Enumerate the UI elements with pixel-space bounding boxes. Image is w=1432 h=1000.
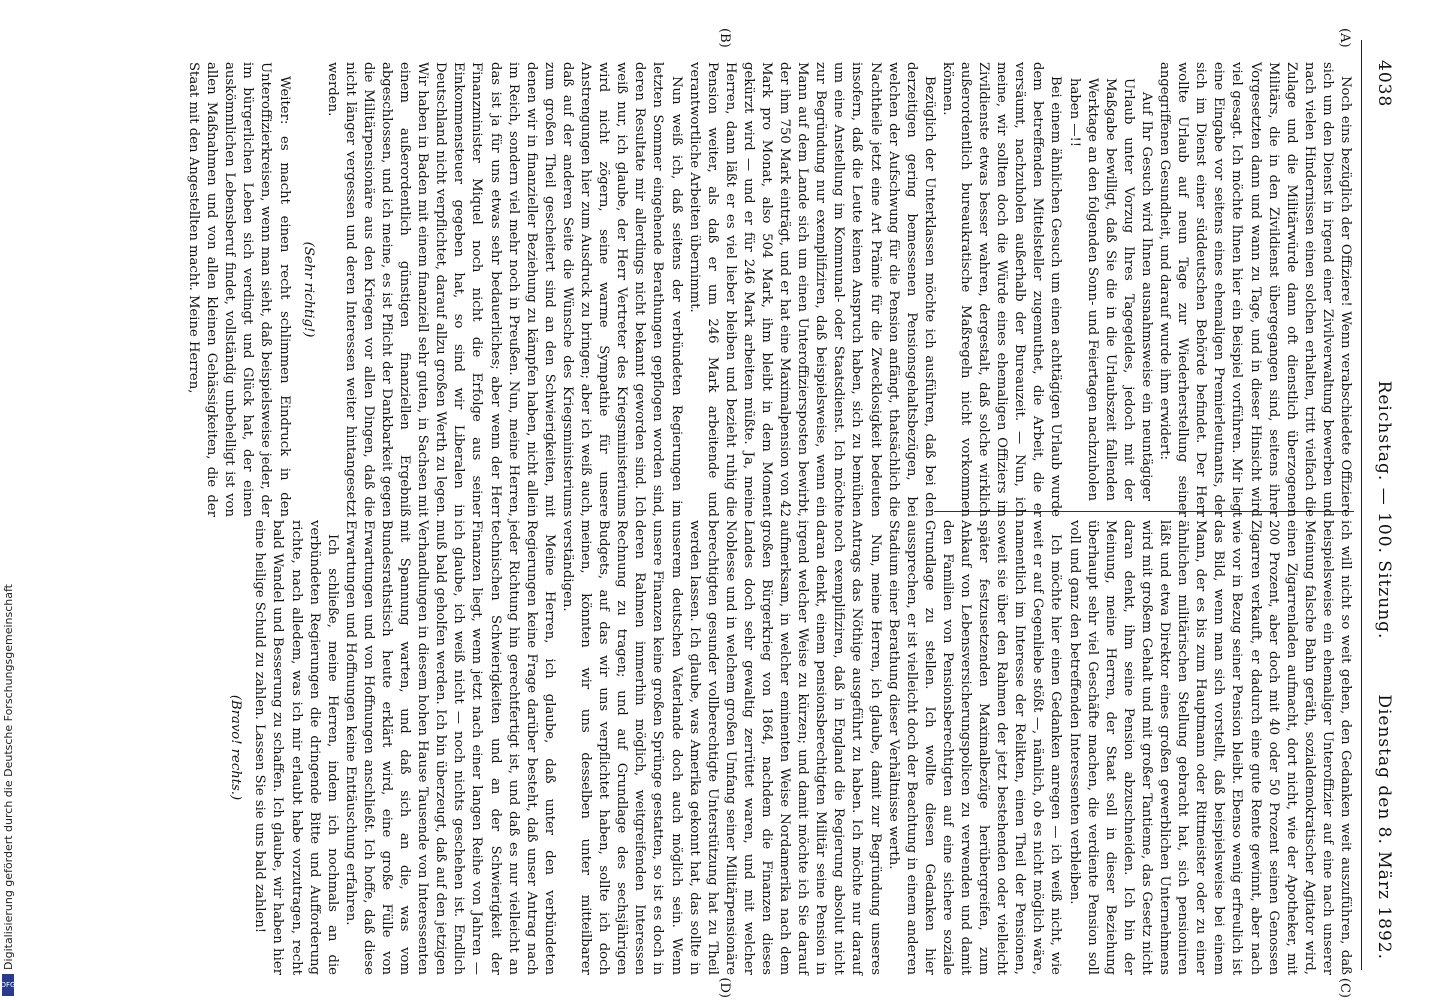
paragraph: Meine Herren, ich glaube, daß unter den verbündeten Regierungen keine Frage darüber besteht, daß unser Antrag nach jeder Richtung hin gerechtfertigt ist, und daß es nur vielleicht an technischen Schwierigkeiten und an der Schwierigkeit der Finanzen liegt, wenn jetzt nach einer langen Reihe von Jahren — ich glaube, ich weiß nicht — noch nichts geschehen ist. Endlich muß bald geholfen werden. Ich bin überzeugt, daß auf den jetzigen Verhandlungen in diesem hohen Hause Tausende von Interessenten mit Spannung warten, und daß sich an die, was vom Bundesrathstisch heute erklärt wird, eine große Fülle von Erwartungen und von Hoffnungen anschließt. Ich hoffe, daß diese Erwartungen und Hoffnungen keine Enttäuschung erfahren. <box>342 520 557 975</box>
margin-mark-d: (D) <box>717 977 732 998</box>
interjection: (Sehr richtig!) <box>300 241 316 338</box>
header-rule <box>1361 40 1362 970</box>
paragraph: Bezüglich der Unterklassen möchte ich ausführen, daß bei den derzeitigen gering bemessenen Pensionsgehaltsbezügen, bei welchen der Aufschwung für die Pension anfängt, thatsächlich die Nachtheile jetzt eine Art Prämie für die Zwecklosigkeit bedeuten insofern, daß die Leute keinen Anspruch haben, sich zu bemühen um eine Anstellung im Kommunal- oder Staatsdienst. Ich möchte zur Begründung nur exemplifiziren, daß beispielsweise, wenn ein Mann auf dem Lande sich um einen Unteroffiziersposten bewirbt, der ihm 750 Mark einträgt, und er hat eine Maximalpension von 42 Mark pro Monat, also 504 Mark, ihm bleibt in dem Moment gekürzt wird — und er für 246 Mark arbeiten müßte. Ja, meine Herren, dann läßt er es viel lieber bleiben und bezieht ruhig die Pension weiter, als daß er um 246 Mark arbeitende und verantwortliche Arbeiten übernimmt. <box>686 62 937 517</box>
right-column <box>220 520 1354 975</box>
digitization-credit: Digitalisierung gefördert durch die Deutsche Forschungsgemeinschaft <box>2 584 15 970</box>
paragraph: Weiter: es macht einen recht schlimmen Eindruck in den Unteroffizierkreisen, wenn man sieht, daß beispielsweise jeder, der im bürgerlichen Leben sich verdingt und Glück hat, der einen auskömmlichen Lebensberuf findet, vollständig unbehelligt ist von allen Maßnahmen und von allen kleinen Gehässigkeiten, die der Staat mit den Angestellten macht. Meine Herren, <box>186 62 292 517</box>
paragraph: Noch eins bezüglich der Offiziere! Wenn verabschiedete Offiziere sich um den Dienst in irgend einer Zivilverwaltung bewerben und nach vielen Hindernissen einen solchen erhalten, tritt vielfach die Zulage und die Militärwürde dann oft dienstlich überzogenen Militärs, die in den Zivildienst übergegangen sind, seitens ihrer Vorgesetzten dann und wann zu Tage, und in dieser Hinsicht wird viel gesagt. Ich möchte Ihnen hier ein Beispiel vorführen. Mir liegt eine Eingabe vor seitens eines ehemaligen Premierleutnants, der sich im Dienst einer süddeutschen Behörde befindet. Der Herr wollte Urlaub auf neun Tage zur Wiederherstellung seiner angegriffenen Gesundheit, und darauf wurde ihm erwidert: <box>1157 62 1353 517</box>
left-column <box>184 62 1354 517</box>
margin-mark-c: (C) <box>1337 977 1352 998</box>
quoted-reply: Auf Ihr Gesuch wird Ihnen ausnahmsweise ein neuntägiger Urlaub unter Vorzug Ihres Tagegeldes, jedoch mit der Maßgabe bewilligt, daß Sie die in die Urlaubszeit fallenden Werktage an den folgenden Sonn- und Feiertagen nachzuholen haben —!! <box>1066 78 1154 501</box>
page-title: Reichstag. — 100. Sitzung. <box>1374 380 1394 640</box>
interjection: (Bravo! rechts.) <box>228 694 244 801</box>
session-date: Dienstag den 8. März 1892. <box>1374 694 1394 960</box>
paragraph: ich will nicht so weit gehen, den Gedanken weit auszuführen, daß beispielsweise ein ehemaliger Unteroffizier auf eine nach unserer Meinung falsche Bahn geräth, sozialdemokratischer Agitator wird, einen Zigarrenladen aufmacht, dort nicht, wie der Apotheker, mit 200 Prozent, aber doch mit 40 oder 50 Prozent seinen Genossen Zigarren verkauft, er dadurch eine gute Rente gewinnt, aber nach wie vor in Bezug seiner Pension bleibt. Ebenso wenig erfreulich ist das Bild, wenn man sich vorstellt, daß beispielsweise bei einem Mann, der es bis zum Hauptmann oder Rittmeister oder zu einer ähnlichen militärischen Stellung gebracht hat, sich pensioniren läßt und etwa Direktor eines großen gewerblichen Unternehmens wird mit großem Gehalt und mit großer Tantieme, das Gesetz nicht daran denkt, ihm seine Pension abzuschneiden. Ich bin der Meinung, meine Herren, der Staat soll in dieser Beziehung überhaupt sehr viel Geschäfte machen, die verdiente Pension soll voll und ganz den betreffenden Interessenten verbleiben. <box>1066 520 1353 975</box>
paragraph: Bei einem ähnlichen Gesuch um einen achttägigen Urlaub wurde dem betreffenden Mittelsteller zugemuthet, die Arbeit, die er versäumt, nachzuholen außerhalb der Bureauzeit. — Nun, ich meine, wir sollten doch die Würde eines ehemaligen Offiziers im Zivildienste etwas besser wahren, dergestalt, daß solche wirklich außerordentlich bureaukratische Maßregeln nicht vorkommen können. <box>939 62 1064 517</box>
rotated-page-scan <box>32 0 1432 1000</box>
margin-mark-a: (A) <box>1337 28 1352 48</box>
dfg-logo: DFG <box>2 974 14 996</box>
page-number: 4038 <box>1374 60 1394 108</box>
digitization-note <box>0 0 16 1000</box>
paragraph: Ich schließe, meine Herren, indem ich nochmals an die verbündeten Regierungen die dringende Bitte und Aufforderung richte, nach alledem, was ich mir erlaubt habe vorzutragen, recht bald Wandel und Besserung zu schaffen. Ich glaube, wir haben hier eine heilige Schuld zu zahlen. Lassen Sie sie uns bald zahlen! <box>252 520 340 975</box>
margin-mark-b: (B) <box>717 28 732 48</box>
paragraph: Nun weiß ich, daß seitens der verbündeten Regierungen im letzten Sommer eingehende Berathungen gepflogen worden sind, deren Resultate mir allerdings nicht bekannt geworden sind. Ich weiß nur, ich glaube, der Herr Vertreter des Kriegsministeriums wird nicht zögern, seine warme Sympathie für unsere Anstrengungen hier zum Ausdruck zu bringen; aber ich weiß auch, daß auf der anderen Seite die Wünsche des Kriegsministeriums zum großen Theil gescheitert sind an den Schwierigkeiten, mit denen wir in finanzieller Beziehung zu kämpfen haben, nicht allein im Reich, sondern viel mehr noch in Preußen. Nun, meine Herren, das ist ja für uns etwas sehr bedauerliches; aber wenn der Herr Finanzminister Miquel noch nicht die Erfolge aus seiner Einkommensteuer gegeben hat, so sind wir Liberalen in Deutschland nicht verpflichtet, darauf allzu großen Werth zu legen. Wir haben in Baden mit einem finanziell sehr guten, in Sachsen mit einem außerordentlich günstigen finanziellen Ergebniß abgeschlossen, und ich meine, es ist Pflicht der Dankbarkeit gegen die Militärpensionäre aus den Kriegen vor allen Dingen, daß die nicht länger vergessen und deren Interessen weiter hintangesetzt werden. <box>324 62 684 517</box>
paragraph: Nun, meine Herren, ich glaube, damit zur Begründung unseres Antrags das Nöthige ausgeführt zu haben. Ich möchte nur darauf noch exemplifiziren, daß in England die Regierung absolut nicht daran denkt, einem pensionsberechtigten Militär seine Pension in irgend welcher Weise zu kürzen; und damit möchte ich Sie darauf aufmerksam, in welcher eminenten Weise Nordamerika nach dem großen Bürgerkrieg von 1864, nachdem die Finanzen dieses Landes doch sehr gewaltig zerrüttet waren, und mit welcher Noblesse und in welchem großen Umfang seiner Militärpensionäre berechtigten gesunder vollberechtigte Unterstützung hat zu Theil werden lassen. Ich glaube, was Amerika gekonnt hat, das sollte in unserem deutschen Vaterlande doch auch möglich sein. Wenn unsere Finanzen keine großen Sprünge gestatten, so ist es doch in deren Rahmen immerhin möglich, weitgreifenden Interessen Rechnung zu tragen; und auf Grundlage des sechsjährigen Budgets, auf das wir uns verpflichtet haben, sollte ich doch meinen, könnten wir uns desselben unter mitteilbarer verständigen. <box>559 520 883 975</box>
page-header <box>1366 60 1394 960</box>
paragraph: Ich möchte hier einen Gedanken anregen — ich weiß nicht, wie weit er auf Gegenliebe stößt —, nämlich, ob es nicht möglich wäre, namentlich im Interesse der Relikten, einen Theil der Pensionen, soweit sie über den Rahmen der jetzt bestehenden oder vielleicht später festzusetzenden Maximalbezüge herübergreifen, zum Ankauf von Lebensversicherungspolicen zu verwenden und damit den Familien von Pensionsberechtigten auf eine sichere soziale Grundlage zu stellen. Ich wollte diesen Gedanken hier aussprechen, er ist vielleicht doch der Beachtung in einem anderen Stadium einer Berathung dieser Verhältnisse werth. <box>885 520 1064 975</box>
